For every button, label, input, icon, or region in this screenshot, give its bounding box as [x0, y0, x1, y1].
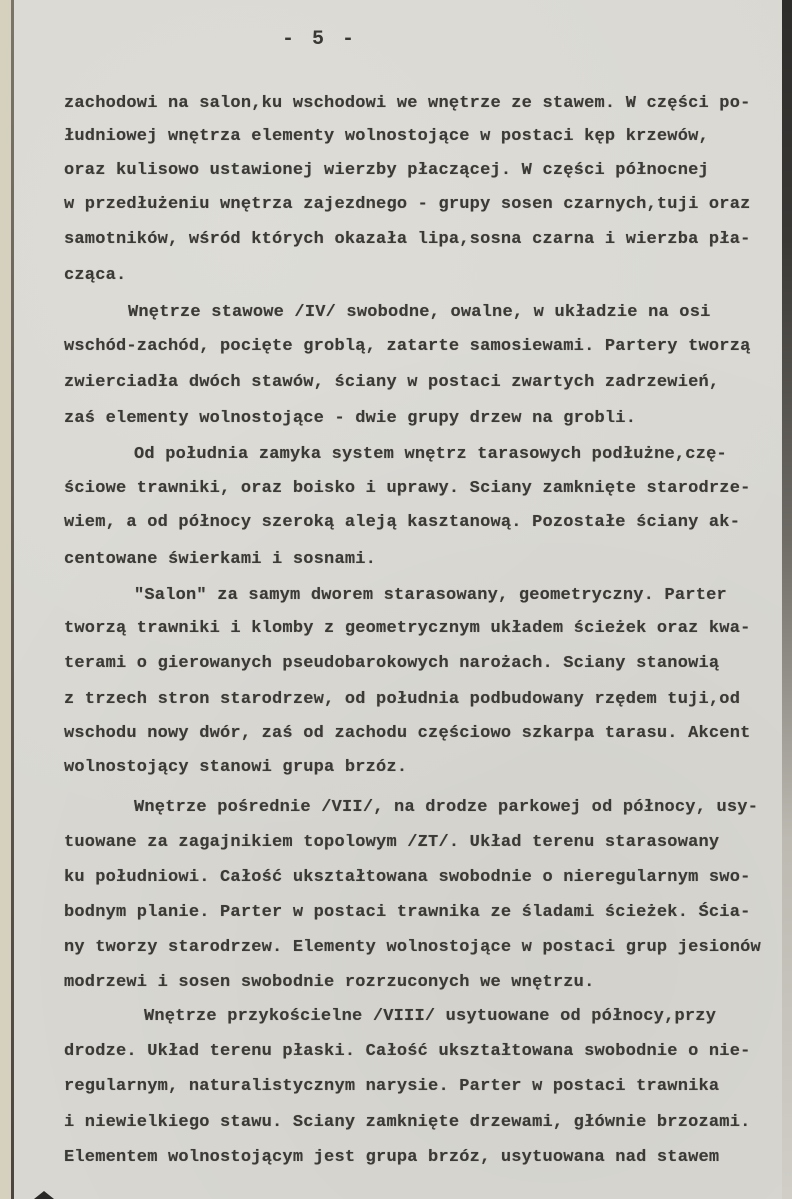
- text-line: w przedłużeniu wnętrza zajezdnego - grupy sosen czarnych,tuji oraz: [64, 195, 751, 214]
- text-line: ku południowi. Całość ukształtowana swobodnie o nieregularnym swo-: [64, 868, 751, 887]
- text-line: terami o gierowanych pseudobarokowych narożach. Sciany stanowią: [64, 654, 720, 673]
- text-line: wolnostojący stanowi grupa brzóz.: [64, 758, 408, 777]
- text-line: wiem, a od północy szeroką aleją kasztanową. Pozostałe ściany ak-: [64, 513, 741, 532]
- page-number: - 5 -: [282, 28, 358, 51]
- text-line: cząca.: [64, 266, 127, 285]
- text-line: Od południa zamyka system wnętrz tarasowych podłużne,czę-: [134, 445, 727, 464]
- text-line: wschodu nowy dwór, zaś od zachodu częściowo szkarpa tarasu. Akcent: [64, 724, 751, 743]
- text-line: drodze. Układ terenu płaski. Całość ukształtowana swobodnie o nie-: [64, 1042, 751, 1061]
- text-line: Wnętrze stawowe /IV/ swobodne, owalne, w układzie na osi: [128, 303, 711, 322]
- text-line: wschód-zachód, pocięte groblą, zatarte samosiewami. Partery tworzą: [64, 337, 751, 356]
- typewritten-page: [14, 0, 786, 1199]
- text-line: regularnym, naturalistycznym narysie. Parter w postaci trawnika: [64, 1077, 720, 1096]
- text-line: tuowane za zagajnikiem topolowym /ZT/. Układ terenu starasowany: [64, 833, 720, 852]
- text-line: samotników, wśród których okazała lipa,sosna czarna i wierzba pła-: [64, 230, 751, 249]
- text-line: "Salon" za samym dworem starasowany, geometryczny. Parter: [134, 586, 727, 605]
- text-line: ściowe trawniki, oraz boisko i uprawy. Sciany zamknięte starodrze-: [64, 479, 751, 498]
- text-line: Wnętrze pośrednie /VII/, na drodze parkowej od północy, usy-: [134, 798, 759, 817]
- binding-corner: [34, 1191, 54, 1199]
- text-line: oraz kulisowo ustawionej wierzby płaczącej. W części północnej: [64, 161, 709, 180]
- text-line: tworzą trawniki i klomby z geometrycznym układem ścieżek oraz kwa-: [64, 619, 751, 638]
- text-line: zaś elementy wolnostojące - dwie grupy drzew na grobli.: [64, 409, 637, 428]
- text-line: Wnętrze przykościelne /VIII/ usytuowane od północy,przy: [144, 1007, 717, 1026]
- text-line: zachodowi na salon,ku wschodowi we wnętrze ze stawem. W części po-: [64, 94, 751, 113]
- text-line: łudniowej wnętrza elementy wolnostojące w postaci kęp krzewów,: [64, 127, 709, 146]
- text-line: z trzech stron starodrzew, od południa podbudowany rzędem tuji,od: [64, 690, 741, 709]
- text-line: centowane świerkami i sosnami.: [64, 550, 377, 569]
- text-line: ny tworzy starodrzew. Elementy wolnostojące w postaci grup jesionów: [64, 938, 761, 957]
- text-line: bodnym planie. Parter w postaci trawnika ze śladami ścieżek. Ścia-: [64, 903, 751, 922]
- text-line: zwierciadła dwóch stawów, ściany w postaci zwartych zadrzewień,: [64, 373, 720, 392]
- right-page-shadow: [782, 0, 792, 1199]
- text-line: modrzewi i sosen swobodnie rozrzuconych we wnętrzu.: [64, 973, 595, 992]
- text-line: Elementem wolnostojącym jest grupa brzóz, usytuowana nad stawem: [64, 1148, 720, 1167]
- text-line: i niewielkiego stawu. Sciany zamknięte drzewami, głównie brzozami.: [64, 1113, 751, 1132]
